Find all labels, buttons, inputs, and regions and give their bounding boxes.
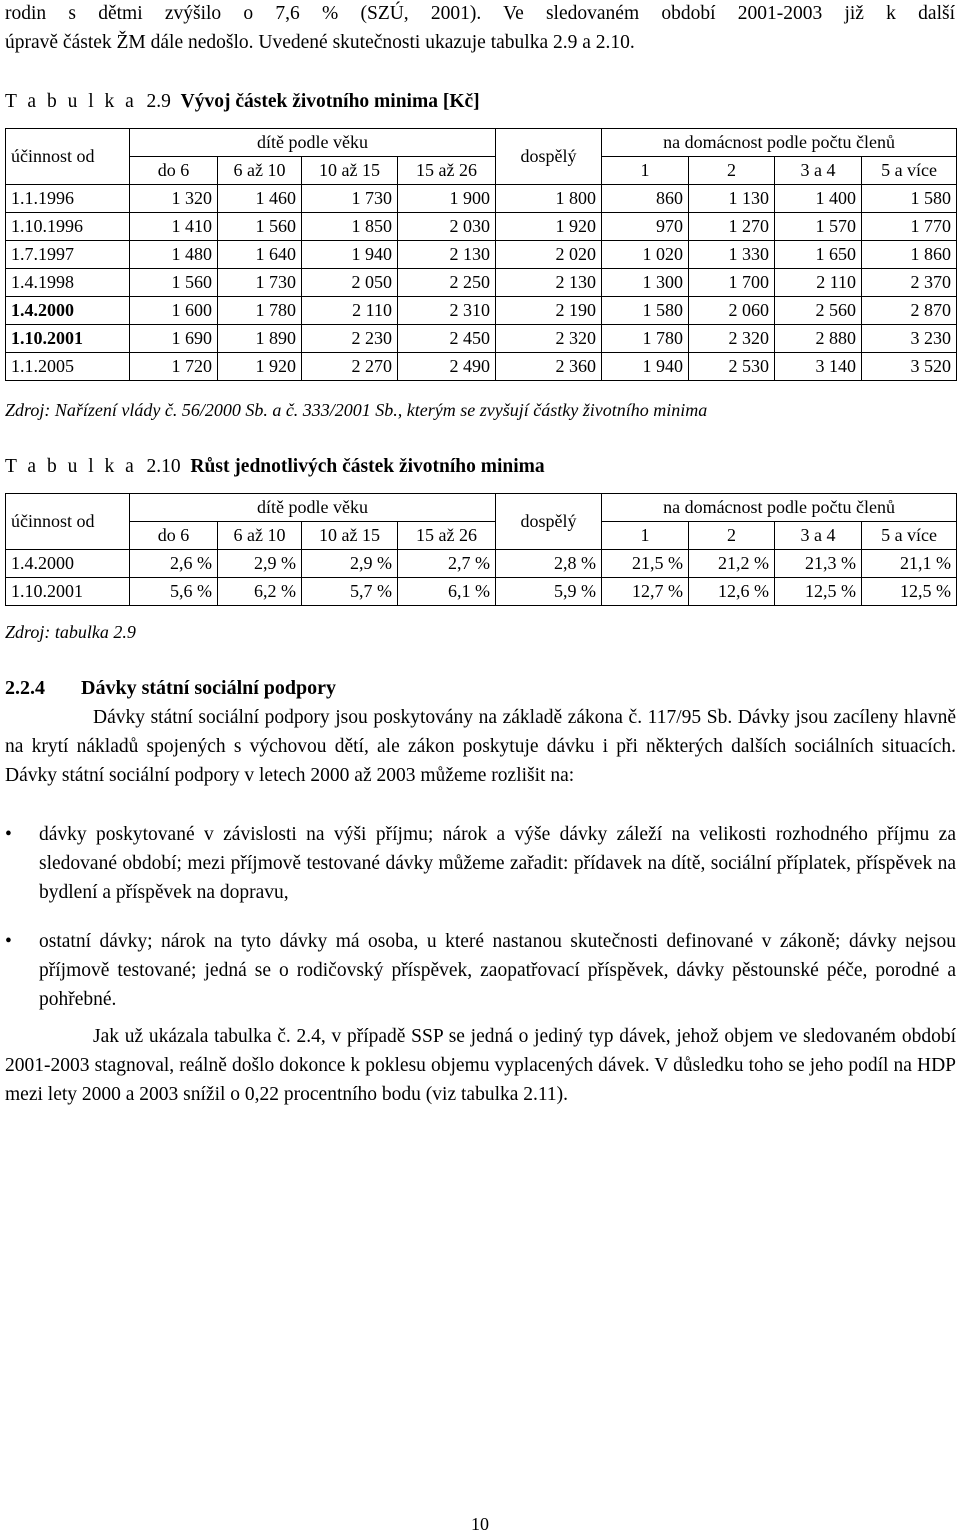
table2-source: Zdroj: tabulka 2.9 xyxy=(5,622,136,642)
table-cell: 1 330 xyxy=(689,241,775,269)
row-date: 1.10.1996 xyxy=(6,213,130,241)
table-cell: 2,8 % xyxy=(496,550,602,578)
table-cell: 2 050 xyxy=(302,269,398,297)
table-row xyxy=(6,185,957,213)
row-date: 1.4.1998 xyxy=(6,269,130,297)
table-cell: 1 460 xyxy=(218,185,302,213)
table-cell: 2 320 xyxy=(496,325,602,353)
table-cell: 1 570 xyxy=(775,213,862,241)
table-cell: 2 060 xyxy=(689,297,775,325)
table1 xyxy=(5,128,957,381)
table-cell: 1 730 xyxy=(218,269,302,297)
table-row xyxy=(6,550,957,578)
table1-subheader: 1 xyxy=(602,157,689,185)
table-cell: 1 940 xyxy=(302,241,398,269)
table-cell: 1 270 xyxy=(689,213,775,241)
row-date: 1.10.2001 xyxy=(6,578,130,606)
table-cell: 2 870 xyxy=(862,297,957,325)
table-cell: 2 320 xyxy=(689,325,775,353)
section-number: 2.2.4 xyxy=(5,677,45,699)
table1-number: 2.9 xyxy=(146,91,171,112)
table-cell: 1 320 xyxy=(130,185,218,213)
table-cell: 2 230 xyxy=(302,325,398,353)
table-cell: 12,5 % xyxy=(862,578,957,606)
table-cell: 2 370 xyxy=(862,269,957,297)
table-cell: 1 020 xyxy=(602,241,689,269)
table2 xyxy=(5,493,957,606)
table-cell: 1 920 xyxy=(218,353,302,381)
table-cell: 3 230 xyxy=(862,325,957,353)
table2-header-dite: dítě podle věku xyxy=(130,494,496,522)
table-cell: 1 480 xyxy=(130,241,218,269)
table1-label: T a b u l k a xyxy=(5,91,137,112)
table-cell: 5,7 % xyxy=(302,578,398,606)
table-cell: 2,7 % xyxy=(398,550,496,578)
table-cell: 1 600 xyxy=(130,297,218,325)
table2-caption xyxy=(5,455,955,479)
table-cell: 2 190 xyxy=(496,297,602,325)
table-cell: 2,6 % xyxy=(130,550,218,578)
table-cell: 12,7 % xyxy=(602,578,689,606)
table2-header-ucinnost: účinnost od xyxy=(6,494,130,550)
table-cell: 1 770 xyxy=(862,213,957,241)
table-cell: 1 890 xyxy=(218,325,302,353)
table-cell: 1 730 xyxy=(302,185,398,213)
paragraph-2-text: Jak už ukázala tabulka č. 2.4, v případě SSP se jedná o jediný typ dávek, jehož objem ve sledovaném období 2001-2003 stagnoval, reálně došlo dokonce k poklesu objemu vyplacených dávek. V důsledku toho se jeho podíl na HDP mezi lety 2000 a 2003 snížil o 0,22 procentního bodu (viz tabulka 2.11). xyxy=(5,1026,956,1105)
intro-line-2: úpravě částek ŽM dále nedošlo. Uvedené skutečnosti ukazuje tabulka 2.9 a 2.10. xyxy=(5,32,635,53)
table-cell: 1 580 xyxy=(862,185,957,213)
table-cell: 21,2 % xyxy=(689,550,775,578)
bullet-text: ostatní dávky; nárok na tyto dávky má osoba, u které nastanou skutečnosti definované v zákoně; dávky nejsou příjmově testované; jedná se o rodičovský příspěvek, zaopatřovací příspěvek, dávky pěstounské péče, porodné a pohřebné. xyxy=(39,931,956,1010)
row-date: 1.4.2000 xyxy=(6,297,130,325)
table-cell: 1 780 xyxy=(602,325,689,353)
table1-header-dospely: dospělý xyxy=(496,129,602,185)
table-cell: 2,9 % xyxy=(302,550,398,578)
table-cell: 1 410 xyxy=(130,213,218,241)
table-cell: 21,1 % xyxy=(862,550,957,578)
bullet-item xyxy=(5,928,956,1014)
table-cell: 1 780 xyxy=(218,297,302,325)
table-row xyxy=(6,578,957,606)
table-cell: 1 920 xyxy=(496,213,602,241)
table-cell: 2 450 xyxy=(398,325,496,353)
table-cell: 2 030 xyxy=(398,213,496,241)
table-row xyxy=(6,353,957,381)
table2-subheader: 1 xyxy=(602,522,689,550)
row-date: 1.7.1997 xyxy=(6,241,130,269)
table-cell: 970 xyxy=(602,213,689,241)
table-cell: 1 860 xyxy=(862,241,957,269)
table2-subheader: 6 až 10 xyxy=(218,522,302,550)
table2-subheader: 10 až 15 xyxy=(302,522,398,550)
table-cell: 2 130 xyxy=(496,269,602,297)
table-cell: 12,6 % xyxy=(689,578,775,606)
table-cell: 1 720 xyxy=(130,353,218,381)
section-heading xyxy=(5,677,336,700)
table-cell: 2 110 xyxy=(302,297,398,325)
row-date: 1.4.2000 xyxy=(6,550,130,578)
table-cell: 6,2 % xyxy=(218,578,302,606)
table-cell: 1 560 xyxy=(130,269,218,297)
table-cell: 2 130 xyxy=(398,241,496,269)
table-cell: 21,5 % xyxy=(602,550,689,578)
row-date: 1.1.2005 xyxy=(6,353,130,381)
row-date: 1.1.1996 xyxy=(6,185,130,213)
table-cell: 2 270 xyxy=(302,353,398,381)
table-cell: 2 110 xyxy=(775,269,862,297)
table-cell: 6,1 % xyxy=(398,578,496,606)
paragraph-1-text: Dávky státní sociální podpory jsou poskytovány na základě zákona č. 117/95 Sb. Dávky jsou zacíleny hlavně na krytí nákladů spojených s výchovou dětí, ale zákon poskytuje dávku i při některých dalších sociálních situacích. Dávky státní sociální podpory v letech 2000 až 2003 můžeme rozlišit na: xyxy=(5,707,956,786)
table1-subheader: 15 až 26 xyxy=(398,157,496,185)
table1-header-dite: dítě podle věku xyxy=(130,129,496,157)
table2-subheader: 2 xyxy=(689,522,775,550)
table-cell: 1 640 xyxy=(218,241,302,269)
table2-header-dospely: dospělý xyxy=(496,494,602,550)
paragraph-2 xyxy=(5,1023,956,1109)
table-cell: 5,6 % xyxy=(130,578,218,606)
table1-header-domacnost: na domácnost podle počtu členů xyxy=(602,129,957,157)
table2-label: T a b u l k a xyxy=(5,456,137,477)
paragraph-1 xyxy=(5,704,956,790)
table-cell: 1 300 xyxy=(602,269,689,297)
table2-subheader: 5 a více xyxy=(862,522,957,550)
table2-subheader: 3 a 4 xyxy=(775,522,862,550)
table2-header-domacnost: na domácnost podle počtu členů xyxy=(602,494,957,522)
table-cell: 5,9 % xyxy=(496,578,602,606)
table1-title: Vývoj částek životního minima [Kč] xyxy=(180,91,480,112)
table-cell: 1 560 xyxy=(218,213,302,241)
table-cell: 860 xyxy=(602,185,689,213)
bullet-list xyxy=(5,821,956,1015)
table-cell: 12,5 % xyxy=(775,578,862,606)
bullet-dot-icon: • xyxy=(5,931,12,953)
table1-subheader: 6 až 10 xyxy=(218,157,302,185)
table1-source: Zdroj: Nařízení vlády č. 56/2000 Sb. a č. 333/2001 Sb., kterým se zvyšují částky životního minima xyxy=(5,400,708,420)
table-cell: 2,9 % xyxy=(218,550,302,578)
table-cell: 2 360 xyxy=(496,353,602,381)
table2-title: Růst jednotlivých částek životního minima xyxy=(190,456,545,477)
table-cell: 3 140 xyxy=(775,353,862,381)
table2-subheader: do 6 xyxy=(130,522,218,550)
table-cell: 21,3 % xyxy=(775,550,862,578)
table-cell: 1 580 xyxy=(602,297,689,325)
table-row xyxy=(6,241,957,269)
table1-subheader: 3 a 4 xyxy=(775,157,862,185)
table-cell: 1 850 xyxy=(302,213,398,241)
table-cell: 2 560 xyxy=(775,297,862,325)
table-cell: 2 250 xyxy=(398,269,496,297)
table1-header-ucinnost: účinnost od xyxy=(6,129,130,185)
bullet-item xyxy=(5,821,956,907)
table-cell: 1 130 xyxy=(689,185,775,213)
bullet-text: dávky poskytované v závislosti na výši příjmu; nárok a výše dávky záleží na velikosti rozhodného příjmu za sledované období; mezi příjmově testované dávky můžeme zařadit: přídavek na dítě, sociální příplatek, příspěvek na bydlení a příspěvek na dopravu, xyxy=(39,824,956,903)
table-row xyxy=(6,297,957,325)
table1-subheader: 5 a více xyxy=(862,157,957,185)
page-number: 10 xyxy=(471,1514,489,1534)
table-cell: 1 690 xyxy=(130,325,218,353)
table1-subheader: 2 xyxy=(689,157,775,185)
table1-subheader: 10 až 15 xyxy=(302,157,398,185)
table-cell: 1 650 xyxy=(775,241,862,269)
table-cell: 2 490 xyxy=(398,353,496,381)
table1-caption xyxy=(5,90,955,114)
table2-number: 2.10 xyxy=(146,456,181,477)
section-title: Dávky státní sociální podpory xyxy=(81,677,337,699)
table-cell: 1 400 xyxy=(775,185,862,213)
bullet-dot-icon: • xyxy=(5,824,12,845)
table-cell: 1 800 xyxy=(496,185,602,213)
table-cell: 1 940 xyxy=(602,353,689,381)
table1-subheader: do 6 xyxy=(130,157,218,185)
table2-subheader: 15 až 26 xyxy=(398,522,496,550)
table-row xyxy=(6,269,957,297)
table-cell: 3 520 xyxy=(862,353,957,381)
table-row xyxy=(6,325,957,353)
table-row xyxy=(6,213,957,241)
intro-line-1: rodin s dětmi zvýšilo o 7,6 % (SZÚ, 2001). Ve sledovaném období 2001-2003 již k další xyxy=(5,3,955,24)
table-cell: 1 700 xyxy=(689,269,775,297)
table-cell: 2 530 xyxy=(689,353,775,381)
table-cell: 2 310 xyxy=(398,297,496,325)
table-cell: 1 900 xyxy=(398,185,496,213)
table-cell: 2 020 xyxy=(496,241,602,269)
row-date: 1.10.2001 xyxy=(6,325,130,353)
table-cell: 2 880 xyxy=(775,325,862,353)
